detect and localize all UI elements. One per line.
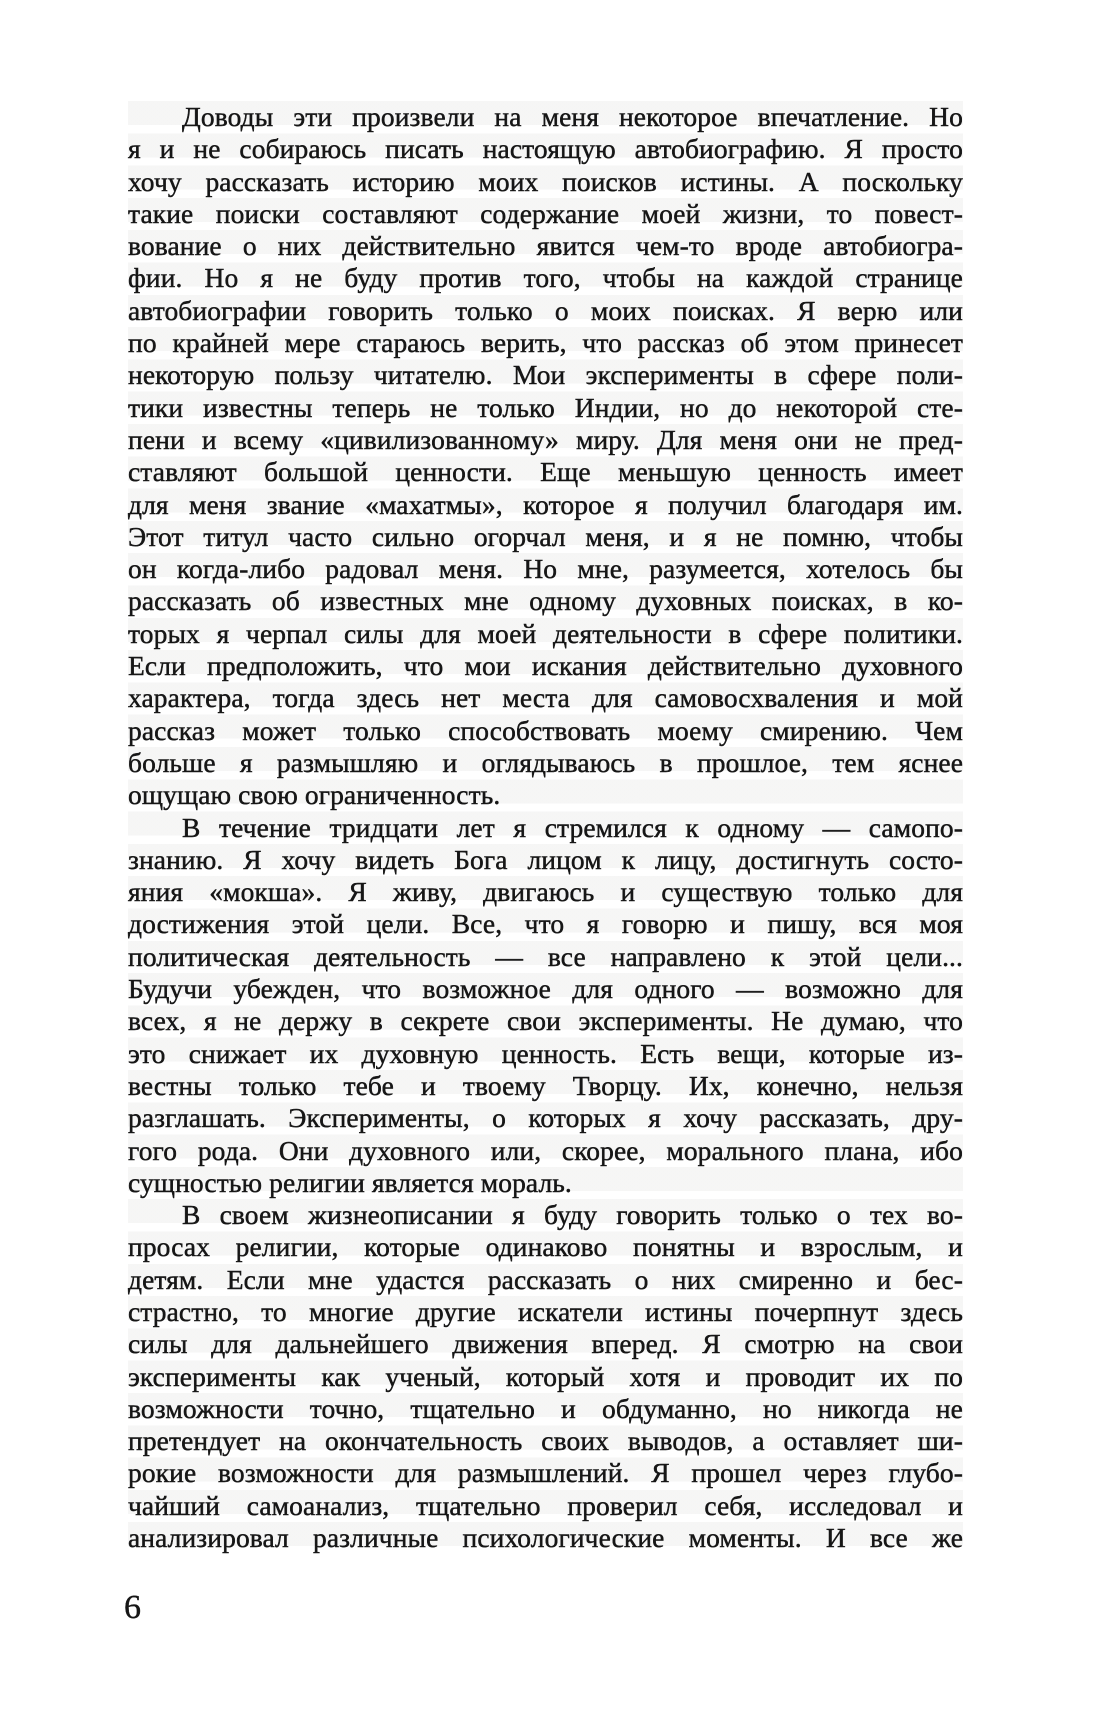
text-line: анализировал различные психологические моменты. И все же [128,1522,963,1554]
text-line: знанию. Я хочу видеть Бога лицом к лицу, достигнуть состо- [128,843,963,875]
page-number: 6 [124,1589,141,1626]
text-line: фии. Но я не буду против того, чтобы на каждой странице [128,262,963,294]
text-line: просах религии, которые одинаково понятны и взрослым, и [128,1231,963,1263]
text-line: всех, я не держу в секрете свои эксперименты. Не думаю, что [128,1005,963,1037]
text-line: В течение тридцати лет я стремился к одному — самопо- [182,811,963,843]
text-line: силы для дальнейшего движения вперед. Я смотрю на свои [128,1328,963,1360]
text-line: ставляют большой ценности. Еще меньшую ценность имеет [128,456,963,488]
text-line: он когда-либо радовал меня. Но мне, разумеется, хотелось бы [128,553,963,585]
text-line: сущностью религии является мораль. [128,1166,572,1198]
text-line: для меня звание «махатмы», которое я получил благодаря им. [128,488,963,520]
text-line: Если предположить, что мои искания действительно духовного [128,650,963,682]
text-line: торых я черпал силы для моей деятельности в сфере политики. [128,617,963,649]
text-line: вестны только тебе и твоему Творцу. Их, конечно, нельзя [128,1069,963,1101]
paragraph [128,1199,963,1554]
text-line: вование о них действительно явится чем-то вроде автобиогра- [128,230,963,262]
text-line: рассказ может только способствовать моему смирению. Чем [128,714,963,746]
paragraph [128,812,963,1200]
text-line: больше я размышляю и оглядываюсь в прошлое, тем яснее [128,746,963,778]
text-line: Будучи убежден, что возможное для одного — возможно для [128,973,963,1005]
text-line: В своем жизнеописании я буду говорить только о тех во- [182,1199,963,1231]
text-line: это снижает их духовную ценность. Есть вещи, которые из- [128,1037,963,1069]
text-line: Доводы эти произвели на меня некоторое впечатление. Но [182,101,963,132]
text-line: разглашать. Эксперименты, о которых я хочу рассказать, дру- [128,1102,963,1134]
text-line: рокие возможности для размышлений. Я прошел через глубо- [128,1457,963,1489]
text-line: по крайней мере стараюсь верить, что рассказ об этом принесет [128,327,963,359]
text-line: такие поиски составляют содержание моей жизни, то повест- [128,197,963,229]
text-line: гого рода. Они духовного или, скорее, морального плана, ибо [128,1134,963,1166]
text-line: чайший самоанализ, тщательно проверил себя, исследовал и [128,1489,963,1521]
text-line: я и не собираюсь писать настоящую автобиографию. Я просто [128,133,963,165]
text-line: пени и всему «цивилизованному» миру. Для меня они не пред- [128,423,963,455]
text-line: страстно, то многие другие искатели истины почерпнут здесь [128,1295,963,1327]
text-line: яния «мокша». Я живу, двигаюсь и существую только для [128,876,963,908]
body-text [128,101,963,1554]
text-line: детям. Если мне удастся рассказать о них смиренно и бес- [128,1263,963,1295]
text-line: хочу рассказать историю моих поисков истины. А поскольку [128,165,963,197]
text-line: тики известны теперь не только Индии, но до некоторой сте- [128,391,963,423]
text-line: политическая деятельность — все направлено к этой цели... [128,940,963,972]
text-line: некоторую пользу читателю. Мои эксперименты в сфере поли- [128,359,963,391]
text-line: претендует на окончательность своих выводов, а оставляет ши- [128,1425,963,1457]
text-line: характера, тогда здесь нет места для самовосхваления и мой [128,682,963,714]
text-line: достижения этой цели. Все, что я говорю и пишу, вся моя [128,908,963,940]
text-line: Этот титул часто сильно огорчал меня, и я не помню, чтобы [128,520,963,552]
text-line: возможности точно, тщательно и обдуманно, но никогда не [128,1392,963,1424]
text-line: эксперименты как ученый, который хотя и проводит их по [128,1360,963,1392]
text-line: рассказать об известных мне одному духовных поисках, в ко- [128,585,963,617]
paragraph [128,101,963,812]
text-line: автобиографии говорить только о моих поисках. Я верю или [128,294,963,326]
text-line: ощущаю свою ограниченность. [128,779,501,811]
